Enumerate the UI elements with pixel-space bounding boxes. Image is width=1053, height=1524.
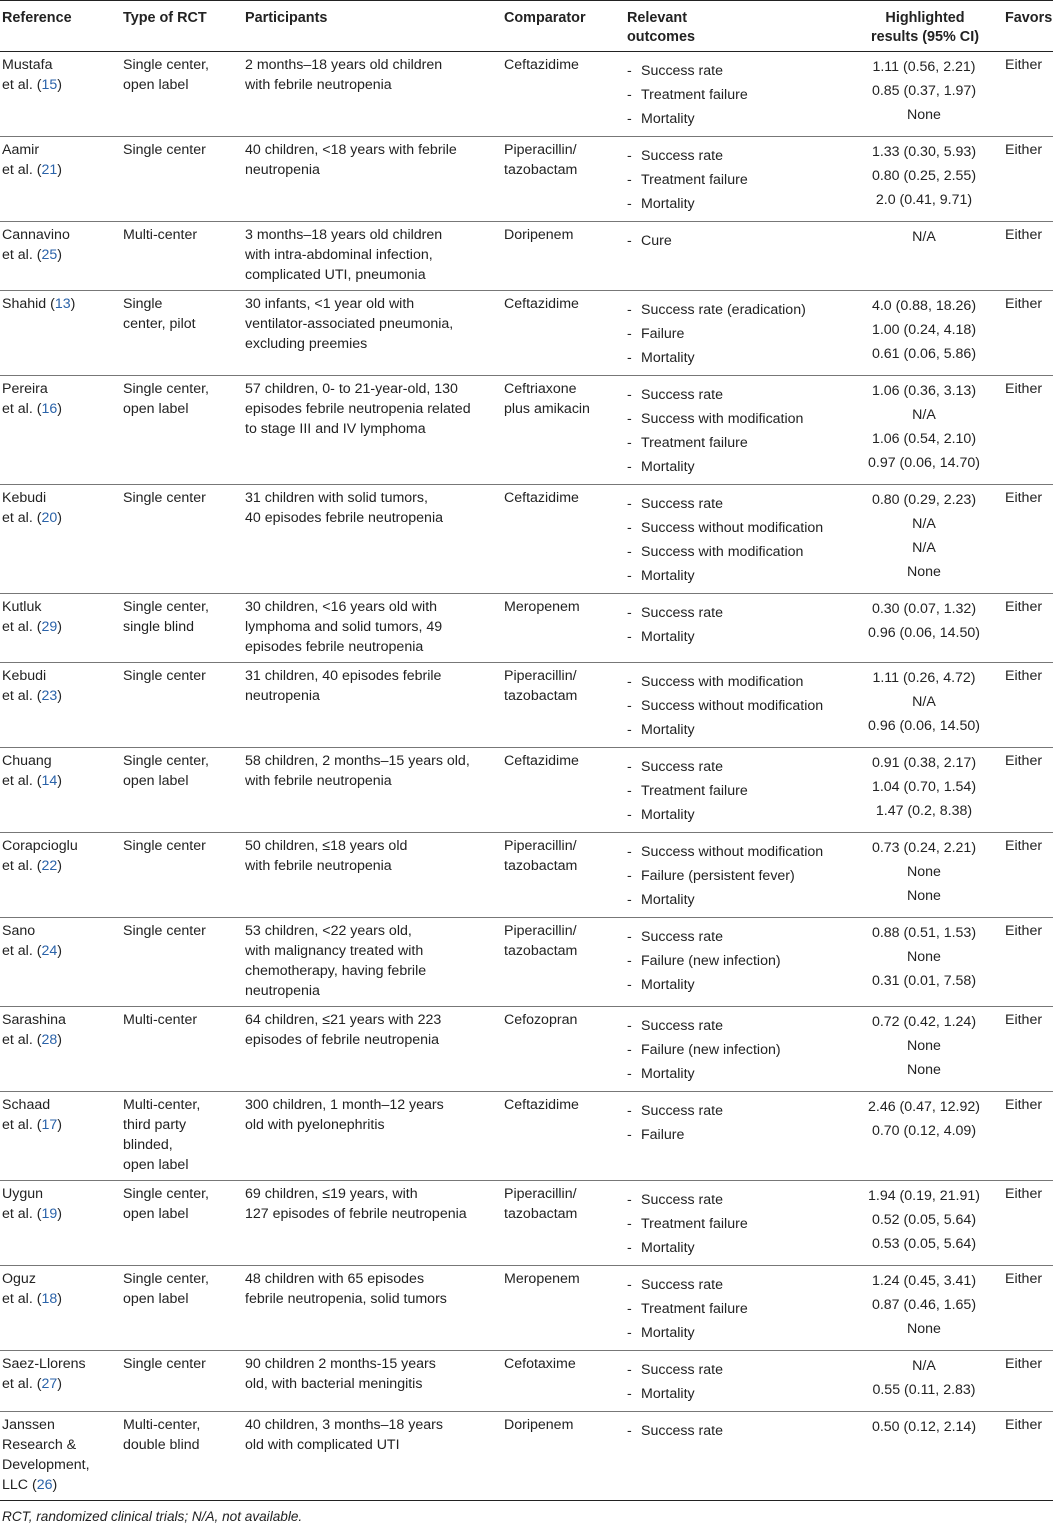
result-value: N/A — [912, 407, 936, 423]
cell-results — [845, 222, 1003, 291]
cell-comparator: Doripenem — [504, 1417, 574, 1433]
cell-outcomes — [625, 52, 845, 137]
outcome-item: - Success rate (eradication) — [627, 298, 845, 322]
cell-favors: Either — [1005, 668, 1043, 684]
header-participants: Participants — [243, 1, 502, 52]
result-value: 1.00 (0.24, 4.18) — [871, 322, 977, 338]
table-row — [0, 291, 1053, 376]
cell-comparator: Ceftazidime — [504, 1097, 579, 1113]
result-value: 0.97 (0.06, 14.70) — [867, 455, 980, 471]
cell-comparator: Ceftazidime — [504, 296, 579, 312]
cell-outcomes — [625, 485, 845, 594]
reference-link[interactable]: 19 — [41, 1206, 58, 1222]
cell-results — [845, 1266, 1003, 1351]
cell-reference: Schaad et al. (17) — [2, 1097, 62, 1133]
outcome-item: - Failure (persistent fever) — [627, 864, 845, 888]
cell-favors: Either — [1005, 227, 1043, 243]
outcome-item: - Success rate — [627, 1188, 845, 1212]
cell-comparator: Cefozopran — [504, 1012, 578, 1028]
result-value: 0.80 (0.25, 2.55) — [871, 168, 977, 184]
cell-participants: 2 months–18 years old children with febrile neutropenia — [245, 57, 443, 93]
result-value: 1.06 (0.36, 3.13) — [871, 383, 977, 399]
cell-type: Single center, open label — [123, 753, 209, 789]
header-row — [0, 1, 1053, 52]
cell-type: Single center, open label — [123, 1271, 209, 1307]
cell-favors: Either — [1005, 1186, 1043, 1202]
outcome-item: - Success rate — [627, 59, 845, 83]
cell-participants: 58 children, 2 months–15 years old, with febrile neutropenia — [245, 753, 470, 789]
reference-link[interactable]: 21 — [41, 162, 58, 178]
cell-favors: Either — [1005, 1271, 1043, 1287]
cell-comparator: Cefotaxime — [504, 1356, 576, 1372]
cell-reference: Chuang et al. (14) — [2, 753, 62, 789]
result-value: None — [907, 564, 941, 580]
outcome-item: - Cure — [627, 229, 845, 253]
cell-comparator: Ceftazidime — [504, 490, 579, 506]
table-row — [0, 485, 1053, 594]
outcome-item: - Mortality — [627, 1236, 845, 1260]
result-value: 0.72 (0.42, 1.24) — [871, 1014, 977, 1030]
outcome-item: - Success rate — [627, 1273, 845, 1297]
cell-type: Single center — [123, 1356, 206, 1372]
cell-results — [845, 1007, 1003, 1092]
cell-participants: 48 children with 65 episodes febrile neutropenia, solid tumors — [245, 1271, 447, 1307]
cell-type: Single center — [123, 490, 206, 506]
reference-link[interactable]: 20 — [41, 510, 58, 526]
cell-type: Single center, open label — [123, 57, 209, 93]
cell-participants: 57 children, 0- to 21-year-old, 130 episodes febrile neutropenia related to stage III and IV lymphoma — [245, 381, 471, 437]
reference-link[interactable]: 29 — [41, 619, 58, 635]
outcome-item: - Treatment failure — [627, 1297, 845, 1321]
cell-outcomes — [625, 1412, 845, 1501]
cell-results — [845, 291, 1003, 376]
header-type: Type of RCT — [121, 1, 243, 52]
result-value: 0.53 (0.05, 5.64) — [871, 1236, 977, 1252]
outcome-list — [627, 294, 845, 370]
cell-favors: Either — [1005, 1012, 1043, 1028]
cell-results — [845, 1092, 1003, 1181]
outcome-list — [627, 1184, 845, 1260]
result-value: 0.88 (0.51, 1.53) — [871, 925, 977, 941]
cell-favors: Either — [1005, 142, 1043, 158]
cell-comparator: Piperacillin/ tazobactam — [504, 142, 578, 178]
cell-type: Multi-center — [123, 227, 198, 243]
cell-comparator: Piperacillin/ tazobactam — [504, 1186, 578, 1222]
cell-outcomes — [625, 918, 845, 1007]
outcome-list — [627, 55, 845, 131]
result-value: 1.06 (0.54, 2.10) — [871, 431, 977, 447]
reference-link[interactable]: 22 — [41, 858, 58, 874]
result-value: 2.0 (0.41, 9.71) — [875, 192, 973, 208]
cell-results — [845, 52, 1003, 137]
cell-outcomes — [625, 594, 845, 663]
outcome-list — [627, 1269, 845, 1345]
cell-reference: Corapcioglu et al. (22) — [2, 838, 78, 874]
cell-favors: Either — [1005, 923, 1043, 939]
outcome-item: - Mortality — [627, 888, 845, 912]
outcome-item: - Mortality — [627, 564, 845, 588]
table-row — [0, 52, 1053, 137]
cell-results — [845, 748, 1003, 833]
result-value: 0.70 (0.12, 4.09) — [871, 1123, 977, 1139]
result-value: 0.96 (0.06, 14.50) — [867, 718, 980, 734]
table-row — [0, 1181, 1053, 1266]
outcome-item: - Success with modification — [627, 670, 845, 694]
cell-outcomes — [625, 833, 845, 918]
cell-type: Single center, pilot — [123, 296, 196, 332]
outcome-item: - Success without modification — [627, 840, 845, 864]
outcome-list — [627, 140, 845, 216]
outcome-item: - Mortality — [627, 192, 845, 216]
cell-reference: Aamir et al. (21) — [2, 142, 62, 178]
result-value: 2.46 (0.47, 12.92) — [867, 1099, 980, 1115]
cell-participants: 90 children 2 months-15 years old, with bacterial meningitis — [245, 1356, 436, 1392]
outcome-item: - Treatment failure — [627, 1212, 845, 1236]
cell-outcomes — [625, 748, 845, 833]
cell-reference: Sarashina et al. (28) — [2, 1012, 66, 1048]
result-value: 1.94 (0.19, 21.91) — [867, 1188, 980, 1204]
header-comparator: Comparator — [502, 1, 625, 52]
outcome-item: - Failure (new infection) — [627, 1038, 845, 1062]
cell-outcomes — [625, 376, 845, 485]
cell-favors: Either — [1005, 599, 1043, 615]
result-value: None — [907, 1038, 941, 1054]
cell-reference: Kutluk et al. (29) — [2, 599, 62, 635]
result-value: 0.85 (0.37, 1.97) — [871, 83, 977, 99]
reference-link[interactable]: 26 — [36, 1477, 53, 1493]
cell-type: Multi-center, double blind — [123, 1417, 201, 1453]
outcome-list — [627, 488, 845, 588]
outcome-list — [627, 597, 845, 649]
reference-link[interactable]: 24 — [41, 943, 58, 959]
result-value: 1.24 (0.45, 3.41) — [871, 1273, 977, 1289]
result-value: 0.91 (0.38, 2.17) — [871, 755, 977, 771]
outcome-item: - Mortality — [627, 1062, 845, 1086]
cell-reference: Cannavino et al. (25) — [2, 227, 70, 263]
cell-outcomes — [625, 1007, 845, 1092]
outcome-item: - Success rate — [627, 1099, 845, 1123]
outcome-item: - Mortality — [627, 973, 845, 997]
cell-results — [845, 376, 1003, 485]
table-row — [0, 594, 1053, 663]
header-favors: Favors — [1003, 1, 1053, 52]
table-row — [0, 1351, 1053, 1412]
outcome-item: - Treatment failure — [627, 779, 845, 803]
reference-link[interactable]: 17 — [41, 1117, 58, 1133]
result-value: 0.80 (0.29, 2.23) — [871, 492, 977, 508]
outcome-item: - Success with modification — [627, 540, 845, 564]
result-value: N/A — [912, 229, 936, 245]
outcome-item: - Mortality — [627, 455, 845, 479]
result-value: 0.30 (0.07, 1.32) — [871, 601, 977, 617]
cell-reference: Mustafa et al. (15) — [2, 57, 62, 93]
result-value: None — [907, 107, 941, 123]
outcome-item: - Success rate — [627, 1419, 845, 1443]
result-value: 0.61 (0.06, 5.86) — [871, 346, 977, 362]
cell-outcomes — [625, 1092, 845, 1181]
cell-favors: Either — [1005, 296, 1043, 312]
outcome-item: - Success with modification — [627, 407, 845, 431]
cell-type: Single center, open label — [123, 381, 209, 417]
cell-results — [845, 485, 1003, 594]
table-row — [0, 1007, 1053, 1092]
cell-type: Single center — [123, 142, 206, 158]
result-value: 0.52 (0.05, 5.64) — [871, 1212, 977, 1228]
outcome-item: - Mortality — [627, 346, 845, 370]
header-reference: Reference — [0, 1, 121, 52]
outcome-list — [627, 1010, 845, 1086]
cell-type: Single center, open label — [123, 1186, 209, 1222]
cell-favors: Either — [1005, 1417, 1043, 1433]
outcome-item: - Mortality — [627, 1382, 845, 1406]
cell-comparator: Piperacillin/ tazobactam — [504, 668, 578, 704]
outcome-item: - Success without modification — [627, 694, 845, 718]
result-value: 1.11 (0.56, 2.21) — [872, 59, 976, 75]
cell-favors: Either — [1005, 1097, 1043, 1113]
reference-link[interactable]: 27 — [41, 1376, 58, 1392]
cell-results — [845, 1412, 1003, 1501]
result-value: 0.87 (0.46, 1.65) — [871, 1297, 977, 1313]
table-row — [0, 833, 1053, 918]
outcome-item: - Treatment failure — [627, 83, 845, 107]
result-value: None — [907, 1321, 941, 1337]
cell-reference: Sano et al. (24) — [2, 923, 62, 959]
cell-outcomes — [625, 291, 845, 376]
cell-outcomes — [625, 137, 845, 222]
outcome-list — [627, 1354, 845, 1406]
cell-reference: Shahid (13) — [2, 296, 76, 312]
outcome-list — [627, 225, 845, 253]
reference-link[interactable]: 28 — [41, 1032, 58, 1048]
result-value: 4.0 (0.88, 18.26) — [871, 298, 977, 314]
cell-reference: Uygun et al. (19) — [2, 1186, 62, 1222]
result-value: N/A — [912, 694, 936, 710]
cell-type: Multi-center, third party blinded, open label — [123, 1097, 201, 1173]
header-results: Highlighted results (95% CI) — [845, 1, 1003, 52]
cell-comparator: Ceftriaxone plus amikacin — [504, 381, 590, 417]
cell-outcomes — [625, 1181, 845, 1266]
table-row — [0, 137, 1053, 222]
outcome-list — [627, 1415, 845, 1443]
outcome-list — [627, 379, 845, 479]
table-row — [0, 748, 1053, 833]
table-row — [0, 1412, 1053, 1501]
reference-link[interactable]: 16 — [41, 401, 58, 417]
cell-type: Single center — [123, 668, 206, 684]
outcome-item: - Success rate — [627, 492, 845, 516]
outcome-item: - Failure (new infection) — [627, 949, 845, 973]
outcome-item: - Mortality — [627, 625, 845, 649]
cell-participants: 30 children, <16 years old with lymphoma and solid tumors, 49 episodes febrile neutropenia — [245, 599, 443, 655]
outcome-item: - Mortality — [627, 718, 845, 742]
cell-results — [845, 663, 1003, 748]
cell-participants: 40 children, <18 years with febrile neutropenia — [245, 142, 457, 178]
outcome-item: - Success without modification — [627, 516, 845, 540]
result-value: 1.47 (0.2, 8.38) — [875, 803, 973, 819]
cell-participants: 31 children, 40 episodes febrile neutropenia — [245, 668, 442, 704]
cell-participants: 40 children, 3 months–18 years old with complicated UTI — [245, 1417, 443, 1453]
reference-link[interactable]: 25 — [41, 247, 58, 263]
cell-type: Multi-center — [123, 1012, 198, 1028]
outcome-item: - Success rate — [627, 755, 845, 779]
cell-type: Single center — [123, 838, 206, 854]
cell-comparator: Meropenem — [504, 1271, 580, 1287]
cell-results — [845, 1181, 1003, 1266]
outcome-item: - Failure — [627, 1123, 845, 1147]
cell-comparator: Piperacillin/ tazobactam — [504, 838, 578, 874]
result-value: N/A — [912, 1358, 936, 1374]
outcome-item: - Success rate — [627, 1014, 845, 1038]
result-value: 1.04 (0.70, 1.54) — [871, 779, 977, 795]
cell-participants: 50 children, ≤18 years old with febrile neutropenia — [245, 838, 408, 874]
result-value: 0.96 (0.06, 14.50) — [867, 625, 980, 641]
cell-reference: Kebudi et al. (23) — [2, 668, 62, 704]
cell-reference: Kebudi et al. (20) — [2, 490, 62, 526]
table-row — [0, 376, 1053, 485]
cell-outcomes — [625, 663, 845, 748]
result-value: None — [907, 1062, 941, 1078]
cell-reference: Saez-Llorens et al. (27) — [2, 1356, 86, 1392]
table-row — [0, 663, 1053, 748]
result-value: None — [907, 949, 941, 965]
reference-link[interactable]: 13 — [54, 296, 71, 312]
cell-reference: Oguz et al. (18) — [2, 1271, 62, 1307]
cell-outcomes — [625, 1266, 845, 1351]
result-value: 0.50 (0.12, 2.14) — [871, 1419, 977, 1435]
result-value: 1.33 (0.30, 5.93) — [871, 144, 977, 160]
outcome-list — [627, 836, 845, 912]
cell-participants: 300 children, 1 month–12 years old with pyelonephritis — [245, 1097, 444, 1133]
cell-type: Single center, single blind — [123, 599, 209, 635]
reference-link[interactable]: 14 — [41, 773, 58, 789]
outcome-item: - Success rate — [627, 383, 845, 407]
cell-participants: 53 children, <22 years old, with malignancy treated with chemotherapy, having febrile neutropenia — [245, 923, 427, 999]
header-outcomes: Relevant outcomes — [625, 1, 845, 52]
outcome-list — [627, 1095, 845, 1147]
reference-link[interactable]: 15 — [41, 77, 58, 93]
cell-outcomes — [625, 1351, 845, 1412]
cell-results — [845, 918, 1003, 1007]
table-row — [0, 1266, 1053, 1351]
result-value: None — [907, 888, 941, 904]
outcome-item: - Mortality — [627, 803, 845, 827]
footnote: RCT, randomized clinical trials; N/A, not available. — [2, 1509, 303, 1524]
cell-comparator: Piperacillin/ tazobactam — [504, 923, 578, 959]
outcome-item: - Success rate — [627, 144, 845, 168]
outcome-item: - Treatment failure — [627, 168, 845, 192]
result-value: 1.11 (0.26, 4.72) — [872, 670, 976, 686]
outcome-item: - Failure — [627, 322, 845, 346]
reference-link[interactable]: 23 — [41, 688, 58, 704]
reference-link[interactable]: 18 — [41, 1291, 58, 1307]
cell-results — [845, 1351, 1003, 1412]
table-row — [0, 918, 1053, 1007]
cell-participants: 3 months–18 years old children with intra-abdominal infection, complicated UTI, pneumonia — [245, 227, 443, 283]
outcome-list — [627, 751, 845, 827]
outcome-item: - Mortality — [627, 1321, 845, 1345]
outcome-item: - Treatment failure — [627, 431, 845, 455]
cell-favors: Either — [1005, 1356, 1043, 1372]
result-value: 0.55 (0.11, 2.83) — [872, 1382, 976, 1398]
cell-favors: Either — [1005, 490, 1043, 506]
outcome-list — [627, 921, 845, 997]
cell-favors: Either — [1005, 57, 1043, 73]
cell-results — [845, 594, 1003, 663]
table-row — [0, 222, 1053, 291]
result-value: None — [907, 864, 941, 880]
cell-reference: Pereira et al. (16) — [2, 381, 62, 417]
outcome-item: - Mortality — [627, 107, 845, 131]
cell-type: Single center — [123, 923, 206, 939]
table-body — [0, 52, 1053, 1501]
cell-comparator: Ceftazidime — [504, 57, 579, 73]
result-value: N/A — [912, 540, 936, 556]
outcome-item: - Success rate — [627, 601, 845, 625]
cell-participants: 31 children with solid tumors, 40 episodes febrile neutropenia — [245, 490, 443, 526]
cell-favors: Either — [1005, 753, 1043, 769]
cell-outcomes — [625, 222, 845, 291]
cell-participants: 69 children, ≤19 years, with 127 episodes of febrile neutropenia — [245, 1186, 467, 1222]
cell-favors: Either — [1005, 381, 1043, 397]
cell-participants: 64 children, ≤21 years with 223 episodes of febrile neutropenia — [245, 1012, 442, 1048]
result-value: N/A — [912, 516, 936, 532]
cell-results — [845, 137, 1003, 222]
outcome-item: - Success rate — [627, 925, 845, 949]
result-value: 0.73 (0.24, 2.21) — [871, 840, 977, 856]
cell-reference: Janssen Research & Development, LLC (26) — [2, 1417, 90, 1493]
outcome-item: - Success rate — [627, 1358, 845, 1382]
table-row — [0, 1092, 1053, 1181]
result-value: 0.31 (0.01, 7.58) — [871, 973, 977, 989]
cell-comparator: Doripenem — [504, 227, 574, 243]
outcome-list — [627, 666, 845, 742]
cell-comparator: Ceftazidime — [504, 753, 579, 769]
cell-results — [845, 833, 1003, 918]
cell-comparator: Meropenem — [504, 599, 580, 615]
cell-participants: 30 infants, <1 year old with ventilator-associated pneumonia, excluding preemies — [245, 296, 454, 352]
cell-favors: Either — [1005, 838, 1043, 854]
